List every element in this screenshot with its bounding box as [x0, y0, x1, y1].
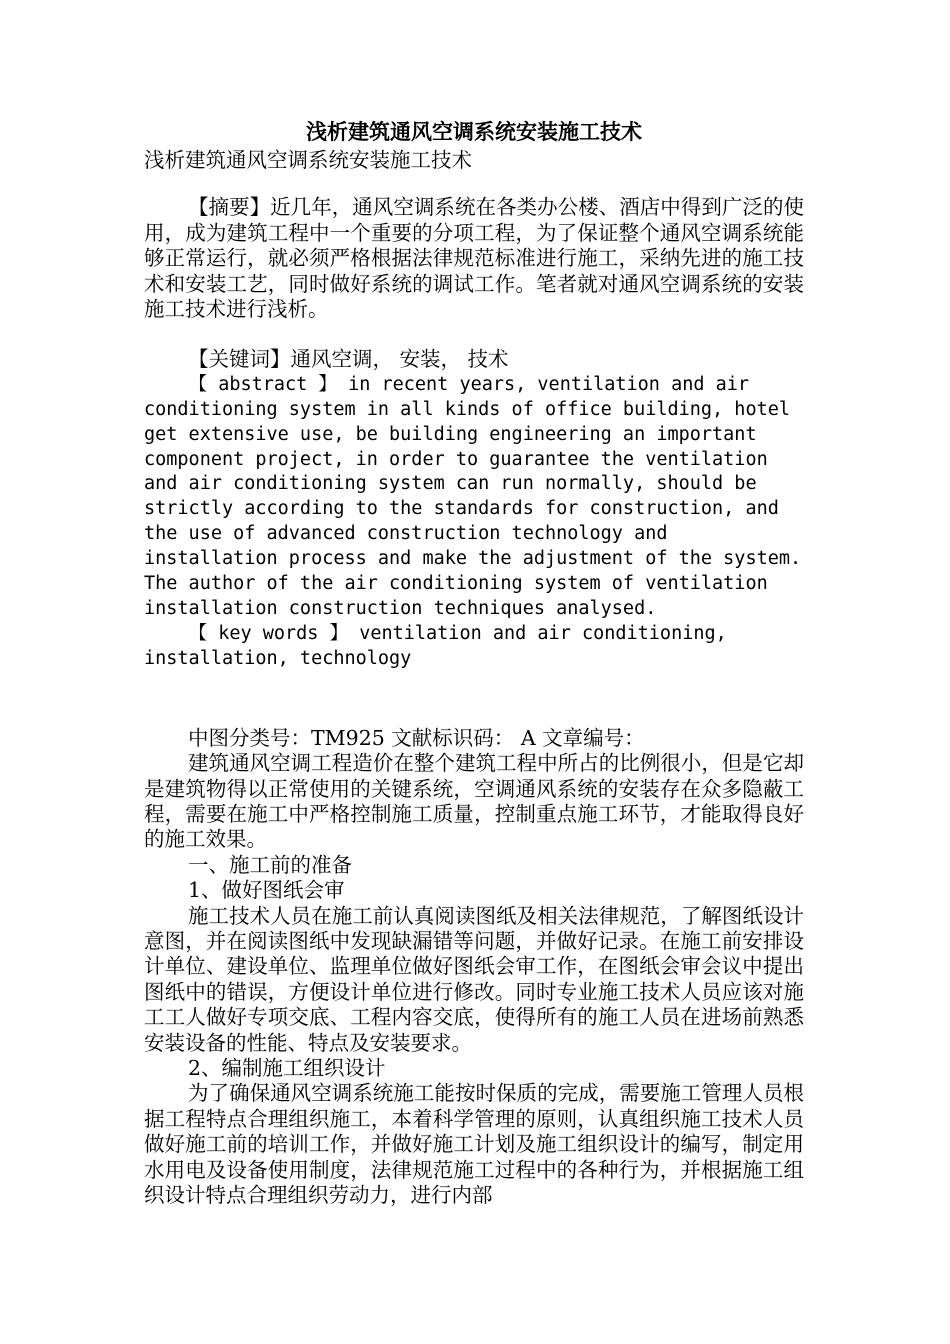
keywords-en-line: 【 key words 】 ventilation and air conditioning,: [144, 622, 727, 644]
subsection-heading: 1、做好图纸会审: [188, 878, 345, 903]
section-heading: 一、施工前的准备: [188, 852, 352, 877]
subsection-heading: 2、编制施工组织设计: [188, 1056, 386, 1080]
abstract-en-line: installation process and make the adjustment of the system.: [144, 548, 802, 570]
abstract-en-line: 【 abstract 】 in recent years, ventilation and air: [144, 373, 750, 395]
abstract-en-line: get extensive use, be building engineering an important: [144, 423, 757, 445]
keywords-en-line: installation, technology: [144, 647, 412, 669]
abstract-en-line: installation construction techniques analysed.: [144, 598, 657, 619]
spacer: [144, 173, 804, 195]
body-paragraph: 施工技术人员在施工前认真阅读图纸及相关法律规范，了解图纸设计意图，并在阅读图纸中发现缺漏错等问题，并做好记录。在施工前安排设计单位、建设单位、监理单位做好图纸会审工作，在图纸会审会议中提出图纸中的错误，方便设计单位进行修改。同时专业施工技术人员应该对施工工人做好专项交底、工程内容交底，使得所有的施工人员在进场前熟悉安装设备的性能、特点及安装要求。: [144, 903, 804, 1055]
abstract-cn: 【摘要】近几年，通风空调系统在各类办公楼、酒店中得到广泛的使用，成为建筑工程中一个重要的分项工程，为了保证整个通风空调系统能够正常运行，就必须严格根据法律规范标准进行施工，采纳先进的施工技术和安装工艺，同时做好系统的调试工作。笔者就对通风空调系统的安装施工技术进行浅析。: [144, 195, 804, 322]
classification-line: 中图分类号：TM925 文献标识码： A 文章编号：: [188, 725, 645, 750]
abstract-en-line: component project, in order to guarantee the ventilation: [144, 448, 768, 470]
abstract-en-line: The author of the air conditioning system of ventilation: [144, 573, 768, 595]
document-page: [144, 118, 804, 1208]
abstract-en-line: and air conditioning system can run normally, should be: [144, 473, 757, 495]
document-subtitle: 浅析建筑通风空调系统安装施工技术: [144, 148, 472, 172]
document-title: 浅析建筑通风空调系统安装施工技术: [306, 119, 642, 144]
keywords-en: [144, 622, 804, 672]
keywords-cn: 【关键词】通风空调， 安装， 技术: [188, 347, 509, 372]
abstract-en-line: strictly according to the standards for construction, and: [144, 498, 779, 520]
intro-paragraph: 建筑通风空调工程造价在整个建筑工程中所占的比例很小，但是它却是建筑物得以正常使用的关键系统，空调通风系统的安装存在众多隐蔽工程，需要在施工中严格控制施工质量，控制重点施工环节，才能取得良好的施工效果。: [144, 751, 804, 852]
abstract-en-line: the use of advanced construction technology and: [144, 523, 668, 545]
abstract-en-line: conditioning system in all kinds of office building, hotel: [144, 398, 791, 420]
body-paragraph: 为了确保通风空调系统施工能按时保质的完成，需要施工管理人员根据工程特点合理组织施工，本着科学管理的原则，认真组织施工技术人员做好施工前的培训工作，并做好施工计划及施工组织设计的编写，制定用水用电及设备使用制度，法律规范施工过程中的各种行为，并根据施工组织设计特点合理组织劳动力，进行内部: [144, 1081, 804, 1208]
abstract-en: [144, 373, 804, 622]
spacer: [144, 672, 804, 726]
spacer: [144, 322, 804, 347]
